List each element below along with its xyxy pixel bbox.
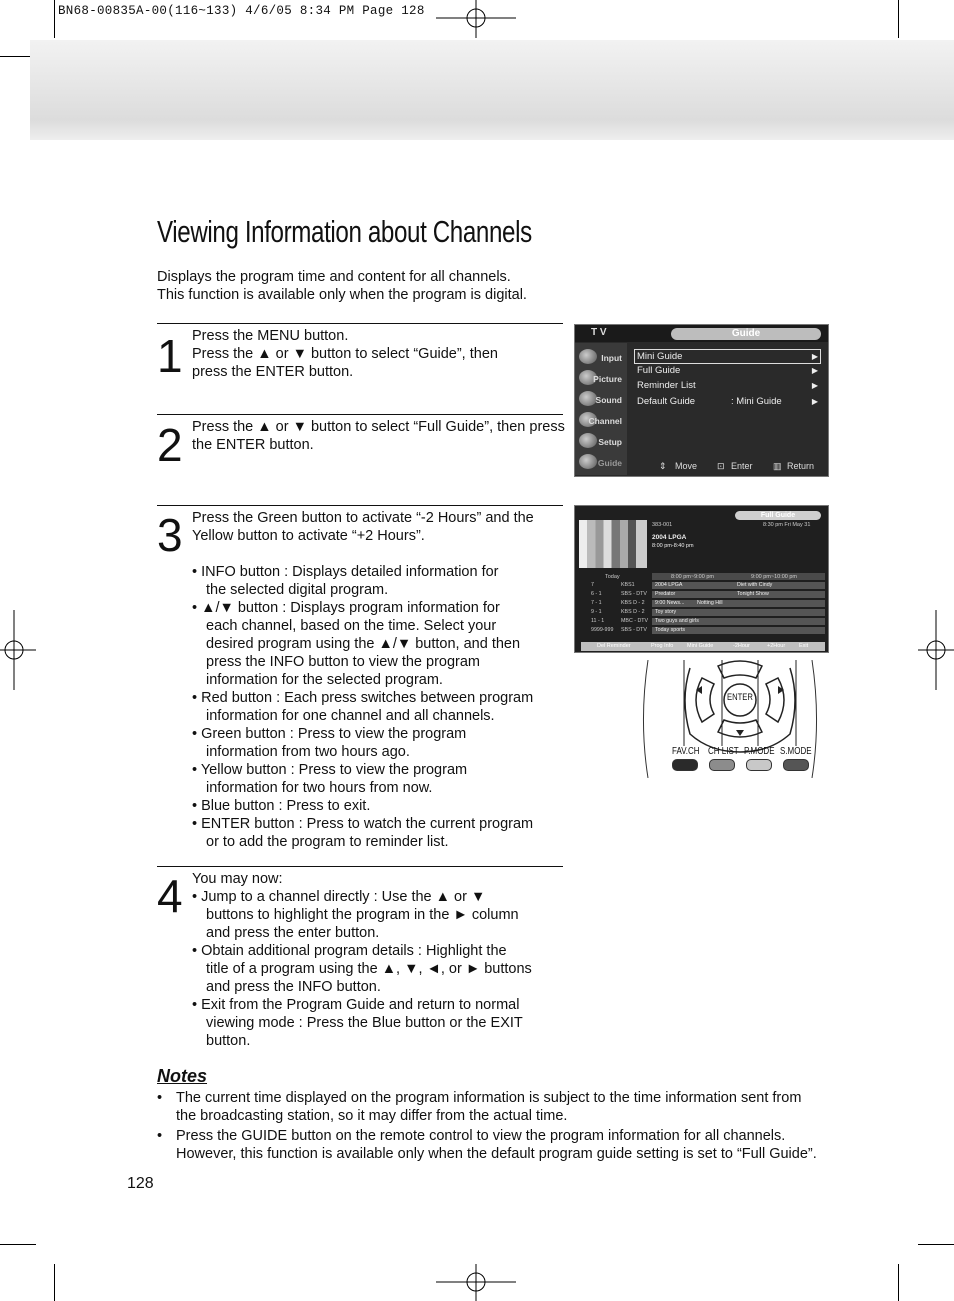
step-line: You may now: bbox=[192, 871, 283, 887]
step-line: Press the Green button to activate “-2 Hours” and the bbox=[192, 510, 534, 526]
row-channel: 7 - 1 bbox=[591, 600, 602, 606]
note-line: The current time displayed on the program information is subject to the time information sent from bbox=[176, 1090, 802, 1106]
menu-item-mini-guide bbox=[634, 349, 821, 364]
footer-minus-2hour: -2Hour bbox=[733, 643, 750, 649]
page-number: 128 bbox=[127, 1175, 154, 1192]
remote-label: FAV.CH bbox=[672, 746, 700, 757]
bullet-line: or to add the program to reminder list. bbox=[206, 834, 449, 850]
footer-plus-2hour: +2Hour bbox=[767, 643, 786, 649]
step-divider bbox=[157, 323, 563, 324]
sidebar-label: Input bbox=[601, 353, 622, 363]
menu-item-reminder-list bbox=[635, 379, 820, 392]
guide-channel: 383-001 bbox=[652, 522, 673, 528]
bullet-line: information from two hours ago. bbox=[206, 744, 410, 760]
step-divider bbox=[157, 505, 563, 506]
step-2-text bbox=[192, 418, 565, 454]
row-name: MBC - DTV bbox=[621, 618, 649, 624]
guide-row bbox=[587, 600, 825, 608]
step-divider bbox=[157, 866, 563, 867]
move-icon: ⇕ bbox=[659, 461, 667, 471]
row-program: Tonight Show bbox=[737, 591, 769, 597]
bullet-line: viewing mode : Press the Blue button or the EXIT bbox=[206, 1015, 523, 1031]
row-cell bbox=[652, 609, 825, 616]
guide-row bbox=[587, 627, 825, 635]
tv-label: T V bbox=[591, 327, 607, 338]
bullet-line: the selected digital program. bbox=[206, 582, 389, 598]
footer-return: Return bbox=[787, 461, 815, 471]
menu-heading: Guide bbox=[671, 328, 821, 340]
row-channel: 6 - 1 bbox=[591, 591, 602, 597]
intro-line: This function is available only when the program is digital. bbox=[157, 287, 527, 303]
bullet-line: information for the selected program. bbox=[206, 672, 443, 688]
step-3-text bbox=[192, 509, 534, 851]
step-number: 3 bbox=[157, 509, 183, 561]
row-channel: 7 bbox=[591, 582, 594, 588]
step-1-text bbox=[192, 327, 498, 381]
bullet-line: • ▲/▼ button : Displays program information for bbox=[192, 600, 500, 616]
intro-line: Displays the program time and content for all channels. bbox=[157, 269, 511, 285]
menu-footer bbox=[655, 459, 825, 474]
spacer bbox=[192, 545, 534, 563]
bullet-line: button. bbox=[206, 1033, 251, 1049]
step-line: press the ENTER button. bbox=[192, 364, 354, 380]
remote-enter-label: ENTER bbox=[727, 692, 753, 702]
sidebar-label: Picture bbox=[593, 374, 622, 384]
tv-guide-menu-screen bbox=[574, 324, 829, 477]
row-channel: 9999-999 bbox=[591, 627, 614, 633]
bullet-line: • Blue button : Press to exit. bbox=[192, 798, 371, 814]
header-band bbox=[30, 40, 954, 140]
row-name: KBS D - 2 bbox=[621, 600, 645, 606]
program-preview bbox=[579, 520, 647, 568]
bullet-line: and press the enter button. bbox=[206, 925, 380, 941]
step-number: 1 bbox=[157, 330, 183, 382]
p-mode-button[interactable] bbox=[746, 759, 772, 771]
page-title: Viewing Information about Channels bbox=[157, 214, 532, 249]
step-line: Press the MENU button. bbox=[192, 328, 349, 344]
notes bbox=[157, 1089, 837, 1163]
row-channel: 11 - 1 bbox=[591, 618, 605, 624]
remote-label: P.MODE bbox=[744, 746, 775, 757]
registration-mark-right bbox=[918, 610, 954, 690]
guide-row bbox=[587, 582, 825, 590]
arrow-right-icon: ▶ bbox=[811, 381, 818, 390]
footer-prog-info: Prog Info bbox=[651, 643, 674, 649]
step-line: Yellow button to activate “+2 Hours”. bbox=[192, 528, 425, 544]
crop-mark bbox=[898, 1264, 899, 1301]
sidebar-item-sound bbox=[577, 389, 625, 408]
time-slot-2: 9:00 pm~10:00 pm bbox=[751, 574, 798, 580]
step-line: the ENTER button. bbox=[192, 437, 314, 453]
bullet: • bbox=[157, 1128, 163, 1144]
crop-mark bbox=[54, 0, 55, 38]
registration-mark-top bbox=[436, 0, 516, 38]
remote-control-illustration bbox=[640, 660, 830, 778]
bullet-line: • Green button : Press to view the program bbox=[192, 726, 467, 742]
row-program: Predator bbox=[655, 591, 676, 597]
row-name: SBS - DTV bbox=[621, 627, 647, 633]
row-name: KBS D - 2 bbox=[621, 609, 645, 615]
step-line: Press the ▲ or ▼ button to select “Full Guide”, then press bbox=[192, 419, 565, 435]
step-number: 4 bbox=[157, 870, 183, 922]
row-name: SBS - DTV bbox=[621, 591, 647, 597]
time-slot-1: 8:00 pm~9:00 pm bbox=[671, 574, 714, 580]
bullet-line: • Yellow button : Press to view the program bbox=[192, 762, 468, 778]
footer-move: Move bbox=[675, 461, 698, 471]
row-program: 2004 LPGA bbox=[655, 582, 683, 588]
bullet-line: • Exit from the Program Guide and return to normal bbox=[192, 997, 520, 1013]
note-line: Press the GUIDE button on the remote control to view the program information for all channels. bbox=[176, 1128, 786, 1144]
note-line: the broadcasting station, so it may differ from the actual time. bbox=[176, 1108, 568, 1124]
arrow-right-icon: ▶ bbox=[811, 366, 818, 375]
sidebar-label: Sound bbox=[595, 395, 622, 405]
sidebar-item-channel bbox=[577, 410, 625, 429]
registration-mark-left bbox=[0, 610, 36, 690]
guide-footer bbox=[581, 642, 825, 651]
bullet: • bbox=[157, 1090, 163, 1106]
step-divider bbox=[157, 414, 563, 415]
guide-program: 2004 LPGA bbox=[652, 534, 687, 541]
bullet-line: information for one channel and all channels. bbox=[206, 708, 495, 724]
menu-item-label: Full Guide bbox=[637, 365, 681, 376]
remote-label: CH LIST bbox=[708, 746, 739, 757]
notes-title: Notes bbox=[157, 1066, 208, 1086]
crop-mark bbox=[898, 0, 899, 38]
step-4-text bbox=[192, 870, 532, 1050]
bullet-line: • Jump to a channel directly : Use the ▲ or ▼ bbox=[192, 889, 486, 905]
setup-icon bbox=[579, 433, 597, 448]
row-name: KBS1 bbox=[621, 582, 635, 588]
row-program: Diet with Cindy bbox=[737, 582, 773, 588]
step-line: Press the ▲ or ▼ button to select “Guide”, then bbox=[192, 346, 498, 362]
enter-icon: ⊡ bbox=[717, 461, 725, 471]
tv-full-guide-screen bbox=[574, 505, 829, 653]
s-mode-button[interactable] bbox=[783, 759, 809, 771]
row-program: 9:00 News... bbox=[655, 600, 685, 606]
bullet-line: press the INFO button to view the program bbox=[206, 654, 481, 670]
arrow-right-icon: ▶ bbox=[811, 397, 818, 406]
row-program: Two guys and girls bbox=[655, 618, 699, 624]
row-program: Toy story bbox=[655, 609, 677, 615]
crop-mark bbox=[54, 1264, 55, 1301]
sidebar-item-picture bbox=[577, 368, 625, 387]
note-line: However, this function is available only when the default program guide setting is set to “Full Guide”. bbox=[176, 1146, 817, 1162]
registration-mark-bottom bbox=[436, 1264, 516, 1301]
guide-row bbox=[587, 609, 825, 617]
ch-list-button[interactable] bbox=[709, 759, 735, 771]
row-program: Notting Hill bbox=[697, 600, 723, 606]
bullet-line: • Obtain additional program details : Highlight the bbox=[192, 943, 507, 959]
bullet-line: • INFO button : Displays detailed information for bbox=[192, 564, 499, 580]
crop-mark bbox=[0, 1244, 36, 1245]
step-number: 2 bbox=[157, 419, 183, 471]
row-program: Today sports bbox=[655, 627, 686, 633]
footer-del-reminder: Del Reminder bbox=[597, 643, 631, 649]
footer-mini-guide: Mini Guide bbox=[687, 643, 714, 649]
sidebar-label: Setup bbox=[598, 437, 622, 447]
sidebar-item-setup bbox=[577, 431, 625, 450]
menu-item-label: Default Guide bbox=[637, 396, 696, 407]
menu-item-full-guide bbox=[635, 364, 820, 377]
menu-item-label: Reminder List bbox=[637, 380, 696, 391]
arrow-right-icon: ▶ bbox=[811, 352, 818, 361]
guide-heading: Full Guide bbox=[735, 511, 821, 520]
guide-row bbox=[587, 591, 825, 599]
footer-enter: Enter bbox=[731, 461, 753, 471]
crop-mark bbox=[918, 1244, 954, 1245]
row-channel: 9 - 1 bbox=[591, 609, 602, 615]
remote-label: S.MODE bbox=[780, 746, 812, 757]
bullet-line: information for two hours from now. bbox=[206, 780, 433, 796]
sound-icon bbox=[579, 391, 597, 406]
menu-item-value: : Mini Guide bbox=[731, 396, 782, 407]
note-item bbox=[157, 1089, 837, 1125]
input-icon bbox=[579, 349, 597, 364]
guide-program-time: 8:00 pm-8:40 pm bbox=[652, 543, 694, 549]
bullet-line: • ENTER button : Press to watch the current program bbox=[192, 816, 534, 832]
sidebar-item-input bbox=[577, 347, 625, 366]
return-icon: ▥ bbox=[773, 461, 782, 471]
intro bbox=[157, 268, 527, 304]
guide-row bbox=[587, 618, 825, 626]
menu-item-default-guide bbox=[635, 395, 820, 408]
guide-icon bbox=[579, 454, 597, 469]
sidebar-label: Channel bbox=[588, 416, 622, 426]
sidebar-item-guide bbox=[577, 452, 625, 471]
guide-datetime: 8:30 pm Fri May 31 bbox=[763, 522, 811, 528]
bullet-line: title of a program using the ▲, ▼, ◄, or ► buttons bbox=[206, 961, 532, 977]
bullet-line: and press the INFO button. bbox=[206, 979, 381, 995]
note-item bbox=[157, 1127, 837, 1163]
menu-item-label: Mini Guide bbox=[637, 351, 683, 362]
bullet-line: • Red button : Each press switches between program bbox=[192, 690, 534, 706]
bullet-line: desired program using the ▲/▼ button, and then bbox=[206, 636, 521, 652]
fav-ch-button[interactable] bbox=[672, 759, 698, 771]
bullet-line: each channel, based on the time. Select your bbox=[206, 618, 497, 634]
sidebar-label: Guide bbox=[597, 458, 622, 468]
bullet-line: buttons to highlight the program in the ► column bbox=[206, 907, 519, 923]
print-header: BN68-00835A-00(116~133) 4/6/05 8:34 PM Page 128 bbox=[58, 4, 425, 18]
footer-exit: Exit bbox=[799, 643, 809, 649]
guide-today: Today bbox=[605, 574, 620, 580]
